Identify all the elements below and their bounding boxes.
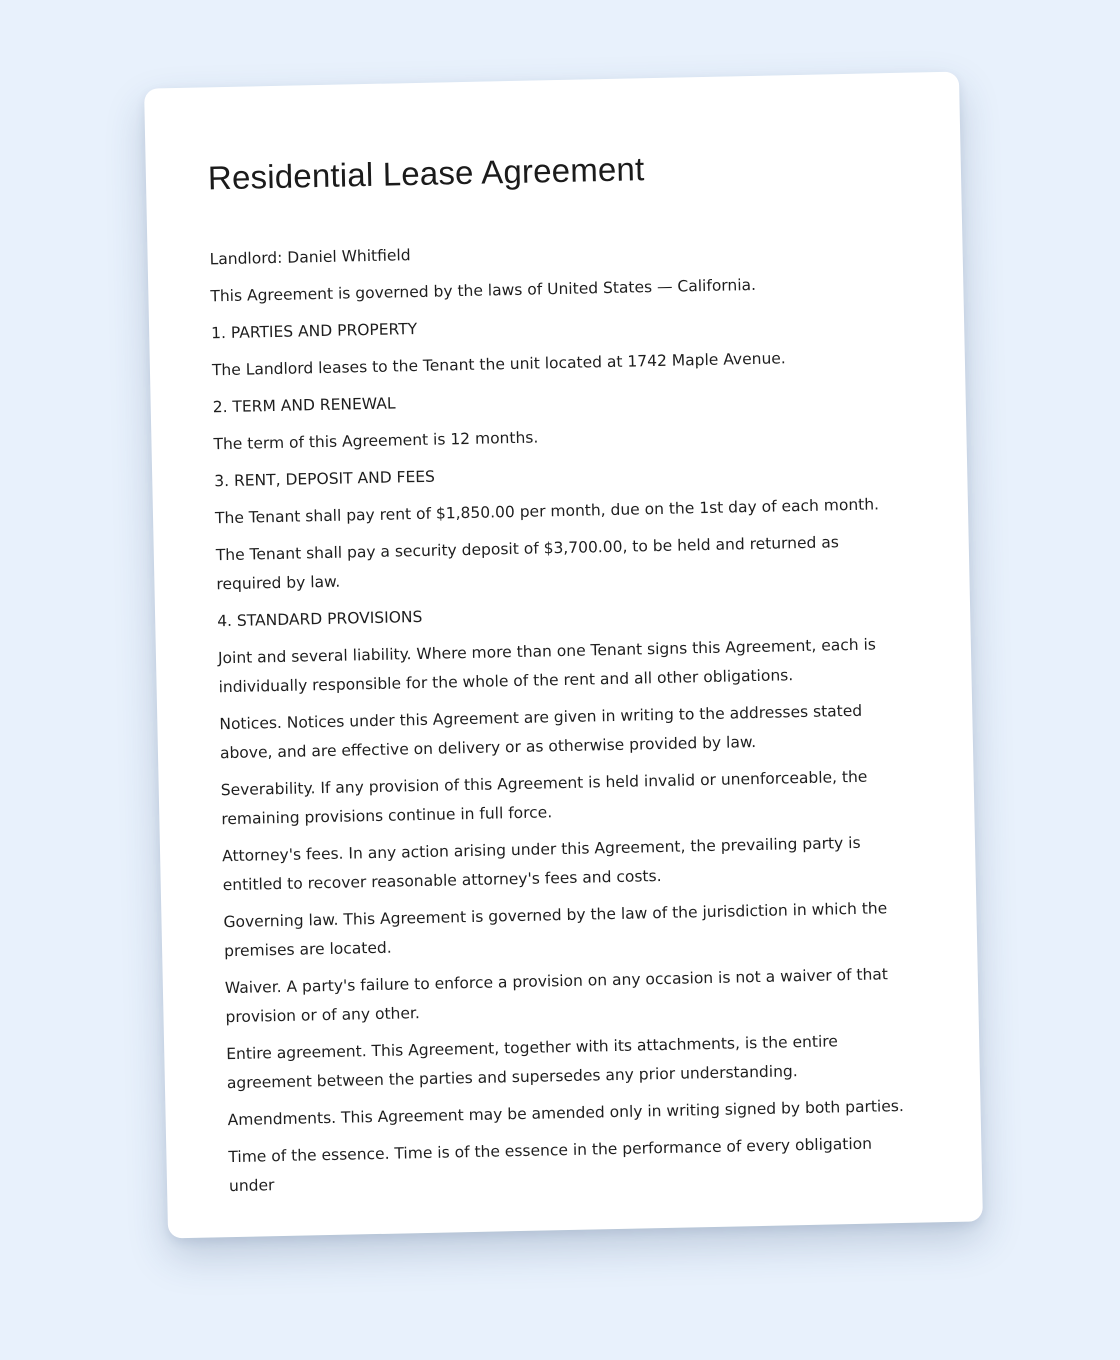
- section-heading-parties: 1. PARTIES AND PROPERTY: [210, 319, 418, 343]
- paragraph: The Tenant shall pay a security deposit of $3,700.00, to be held and returned as required by law.: [215, 533, 840, 594]
- paragraph: Governing law. This Agreement is governed by the law of the jurisdiction in which the premises are located.: [223, 899, 888, 961]
- document-title: Residential Lease Agreement: [207, 150, 645, 197]
- paragraph: Amendments. This Agreement may be amended only in writing signed by both parties.: [227, 1096, 904, 1130]
- landlord-line: Landlord: Daniel Whitfield: [209, 246, 411, 269]
- paragraph: Waiver. A party's failure to enforce a provision on any occasion is not a waiver of that provision or of any other.: [224, 965, 889, 1027]
- paragraph: Notices. Notices under this Agreement are given in writing to the addresses stated above, and are effective on delivery or as otherwise provided by law.: [219, 701, 863, 763]
- paragraph: The Landlord leases to the Tenant the unit located at 1742 Maple Avenue.: [211, 349, 786, 380]
- section-heading-term: 2. TERM AND RENEWAL: [212, 394, 396, 417]
- paragraph: The Tenant shall pay rent of $1,850.00 per month, due on the 1st day of each month.: [214, 495, 880, 528]
- document-sheet: [144, 72, 983, 1239]
- paragraph: Joint and several liability. Where more than one Tenant signs this Agreement, each is individually responsible for the whole of the rent and all other obligations.: [217, 635, 877, 697]
- paragraph: The term of this Agreement is 12 months.: [213, 428, 539, 454]
- paragraph: Entire agreement. This Agreement, together with its attachments, is the entire agreement between the parties and supersedes any prior understanding.: [226, 1032, 839, 1093]
- paragraph: Attorney's fees. In any action arising under this Agreement, the prevailing party is entitled to recover reasonable attorney's fees and costs.: [221, 833, 861, 895]
- paragraph: Severability. If any provision of this Agreement is held invalid or unenforceable, the remaining provisions continue in full force.: [220, 767, 868, 829]
- section-heading-rent: 3. RENT, DEPOSIT AND FEES: [214, 467, 436, 491]
- governing-intro: This Agreement is governed by the laws of United States — California.: [210, 275, 757, 306]
- section-heading-provisions: 4. STANDARD PROVISIONS: [217, 607, 423, 631]
- paragraph: Time of the essence. Time is of the essence in the performance of every obligation under: [228, 1134, 873, 1196]
